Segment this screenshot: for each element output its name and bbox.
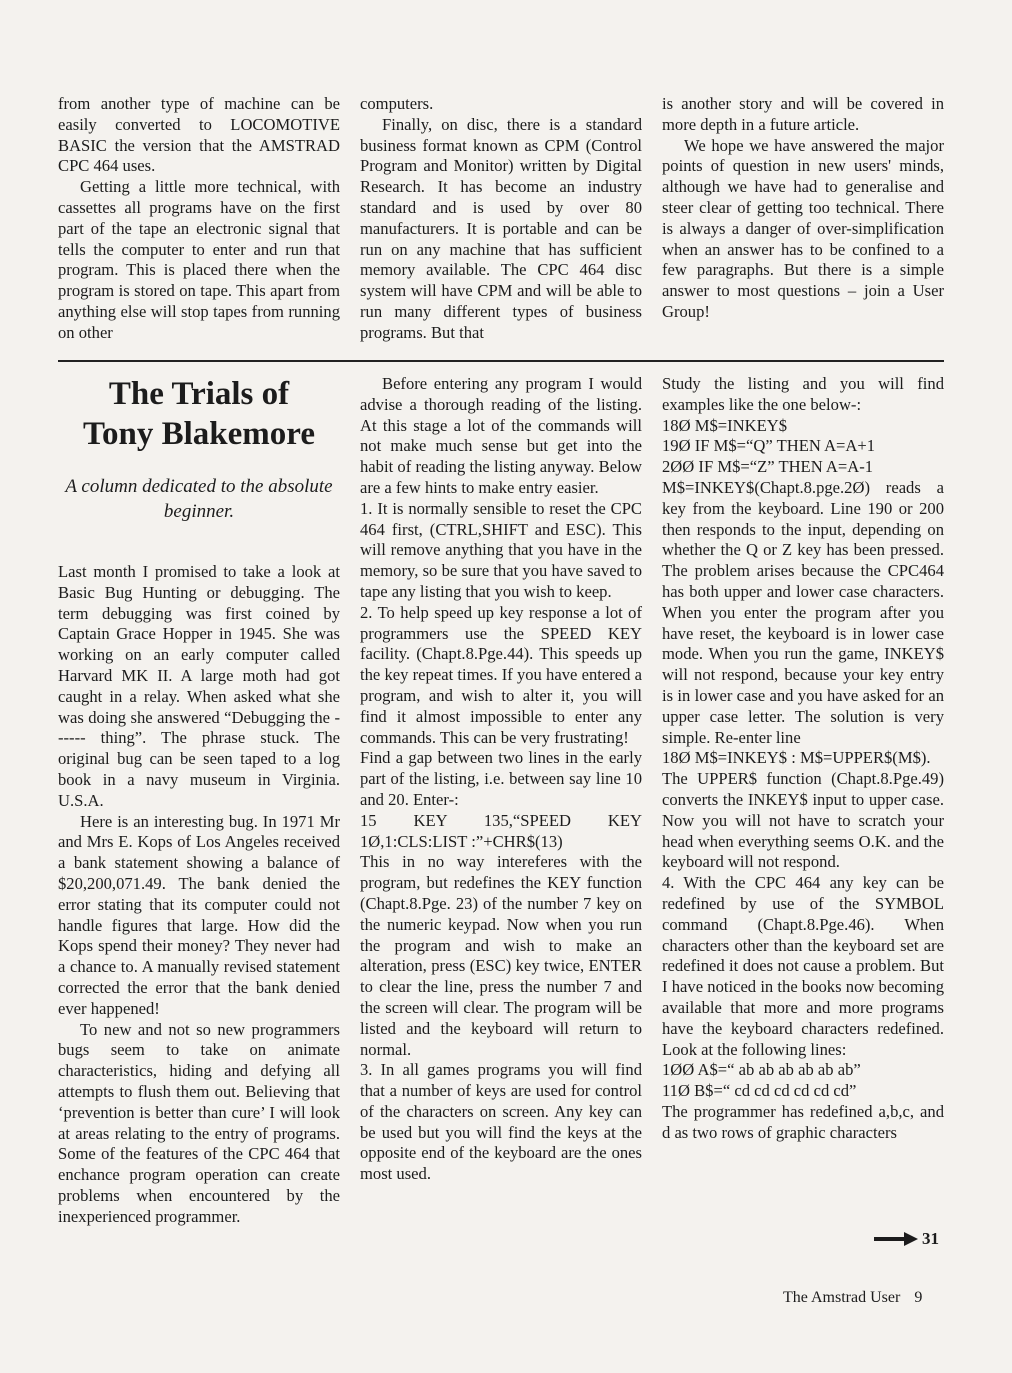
paragraph: Getting a little more technical, with cassettes all programs have on the first part of the tape an electronic signal that tells the computer to enter and run that program. This is placed there when the program is stored on tape. This apart from anything else will stop tapes from running on other (58, 177, 340, 342)
continued-page-number: 31 (922, 1229, 939, 1248)
paragraph: 4. With the CPC 464 any key can be redefined by use of the SYMBOL command (Chapt.8.Pge.46). When characters other than the keyboard set are redefined it does not cause a problem. But I have noticed in the books now becoming available that more and more programs have the keyboard characters redefined. Look at the following lines: (662, 873, 944, 1059)
paragraph: Study the listing and you will find examples like the one below-: (662, 374, 944, 414)
paragraph: Find a gap between two lines in the early part of the listing, i.e. between say line 10 and 20. Enter-: (360, 748, 642, 809)
article-column-1 (58, 374, 340, 1228)
paragraph: Before entering any program I would advise a thorough reading of the listing. At this stage a lot of the commands will not make much sense but get into the habit of reading the listing anyway. Below are a few hints to make entry easier. (360, 374, 642, 497)
page-footer (783, 1289, 922, 1307)
paragraph: We hope we have answered the major points of question in new users' minds, although we have had to generalise and steer clear of getting too technical. There is always a danger of over-simplification when an answer has to be confined to a few paragraphs. But there is a simple answer to most questions – join a User Group! (662, 135, 944, 321)
paragraph: The UPPER$ function (Chapt.8.Pge.49) converts the INKEY$ input to upper case. Now you will not have to scratch your head when everything seems O.K. and the keyboard will not respond. (662, 769, 944, 872)
article-subtitle: A column dedicated to the absolute beginner. (65, 476, 333, 522)
code-line: 18Ø M$=INKEY$ (662, 415, 788, 435)
paragraph: Last month I promised to take a look at Basic Bug Hunting or debugging. The term debugging was first coined by Captain Grace Hopper in 1945. She was working on an early computer called Harvard MK II. A large moth had got caught in a relay. When asked what she was doing she answered “Debugging the ------ thing”. The phrase stuck. The original bug can be seen taped to a log book in a navy museum in Virginia. U.S.A. (58, 562, 340, 810)
code-line: 2ØØ IF M$=“Z” THEN A=A-1 (662, 457, 874, 477)
top-column-3 (662, 94, 944, 323)
magazine-name: The Amstrad User (783, 1289, 901, 1306)
top-column-1 (58, 94, 340, 344)
code-line: 11Ø B$=“ cd cd cd cd cd cd” (662, 1081, 857, 1101)
paragraph: This in no way intereferes with the program, but redefines the KEY function (Chapt.8.Pge. 23) of the number 7 key on the numeric keypad. Now when you run the program and wish to make an alteration, press (ESC) key twice, ENTER to clear the line, press the number 7 and the screen will clear. The program will be listed and the keyboard will return to normal. (360, 852, 642, 1059)
article-title (58, 374, 340, 454)
paragraph: from another type of machine can be easily converted to LOCOMOTIVE BASIC the version that the AMSTRAD CPC 464 uses. (58, 94, 340, 176)
paragraph: To new and not so new programmers bugs seem to take on animate characteristics, hiding and defying all attempts to flush them out. Believing that ‘prevention is better than cure’ I will look at areas relating to the entry of programs. Some of the features of the CPC 464 that enchance program operation can create problems when encountered by the inexperienced programmer. (58, 1019, 340, 1226)
paragraph: The programmer has redefined a,b,c, and d as two rows of graphic characters (662, 1101, 944, 1142)
title-line-1: The Trials of (108, 376, 290, 412)
top-column-2 (360, 94, 642, 344)
article-column-2 (360, 374, 642, 1185)
code-line: 18Ø M$=INKEY$ : M$=UPPER$(M$). (662, 748, 931, 768)
title-line-2: Tony Blakemore (83, 416, 315, 452)
paragraph: M$=INKEY$(Chapt.8.pge.2Ø) reads a key from the keyboard. Line 190 or 200 then responds to the input, depending on whether the Q or Z key has been pressed. The problem arises because the CPC464 has both upper and lower case characters. When you enter the program after you have reset, the keyboard is in lower case mode. When you run the game, INKEY$ will not respond, because your key entry is in lower case and you have asked for an upper case letter. The solution is very simple. Re-enter line (662, 477, 944, 747)
paragraph: Finally, on disc, there is a standard business format known as CPM (Control Program and Monitor) written by Digital Research. It has become an industry standard and is used by over 80 manufacturers. It is portable and can be run on any machine that has sufficient memory available. The CPC 464 disc system will have CPM and will be able to run many different types of business programs. But that (360, 114, 642, 342)
page-number: 9 (914, 1289, 923, 1306)
paragraph: is another story and will be covered in more depth in a future article. (662, 94, 944, 134)
paragraph: Here is an interesting bug. In 1971 Mr and Mrs E. Kops of Los Angeles received a bank statement showing a balance of $20,200,071.49. The bank denied the error stating that its computer could not handle figures that large. How did the Kops spend their money? They never had a chance to. A manually revised statement corrected the error that the bank denied ever happened! (58, 811, 340, 1018)
paragraph: 1. It is normally sensible to reset the CPC 464 first, (CTRL,SHIFT and ESC). This will remove anything that you have in the memory, so be sure that you have saved to tape any listing that you wish to keep. (360, 498, 642, 601)
continued-marker (874, 1229, 939, 1249)
paragraph: 2. To help speed up key response a lot of programmers use the SPEED KEY facility. (Chapt.8.Pge.44). This speeds up the key repeat times. If you have entered a program, and wish to alter it, you will find it almost impossible to enter any commands. This can be very frustrating! (360, 602, 642, 747)
code-line: 15 KEY 135,“SPEED KEY 1Ø,1:CLS:LIST :”+CHR$(13) (360, 810, 642, 851)
arrow-right-icon (874, 1232, 918, 1246)
paragraph: computers. (360, 94, 434, 113)
code-line: 19Ø IF M$=“Q” THEN A=A+1 (662, 436, 876, 456)
code-line: 1ØØ A$=“ ab ab ab ab ab ab” (662, 1060, 861, 1080)
paragraph: 3. In all games programs you will find that a number of keys are used for control of the characters on screen. Any key can be used but you will find the keys at the opposite end of the keyboard are the ones most used. (360, 1060, 642, 1184)
article-column-3 (662, 374, 944, 1143)
section-divider (58, 360, 944, 362)
